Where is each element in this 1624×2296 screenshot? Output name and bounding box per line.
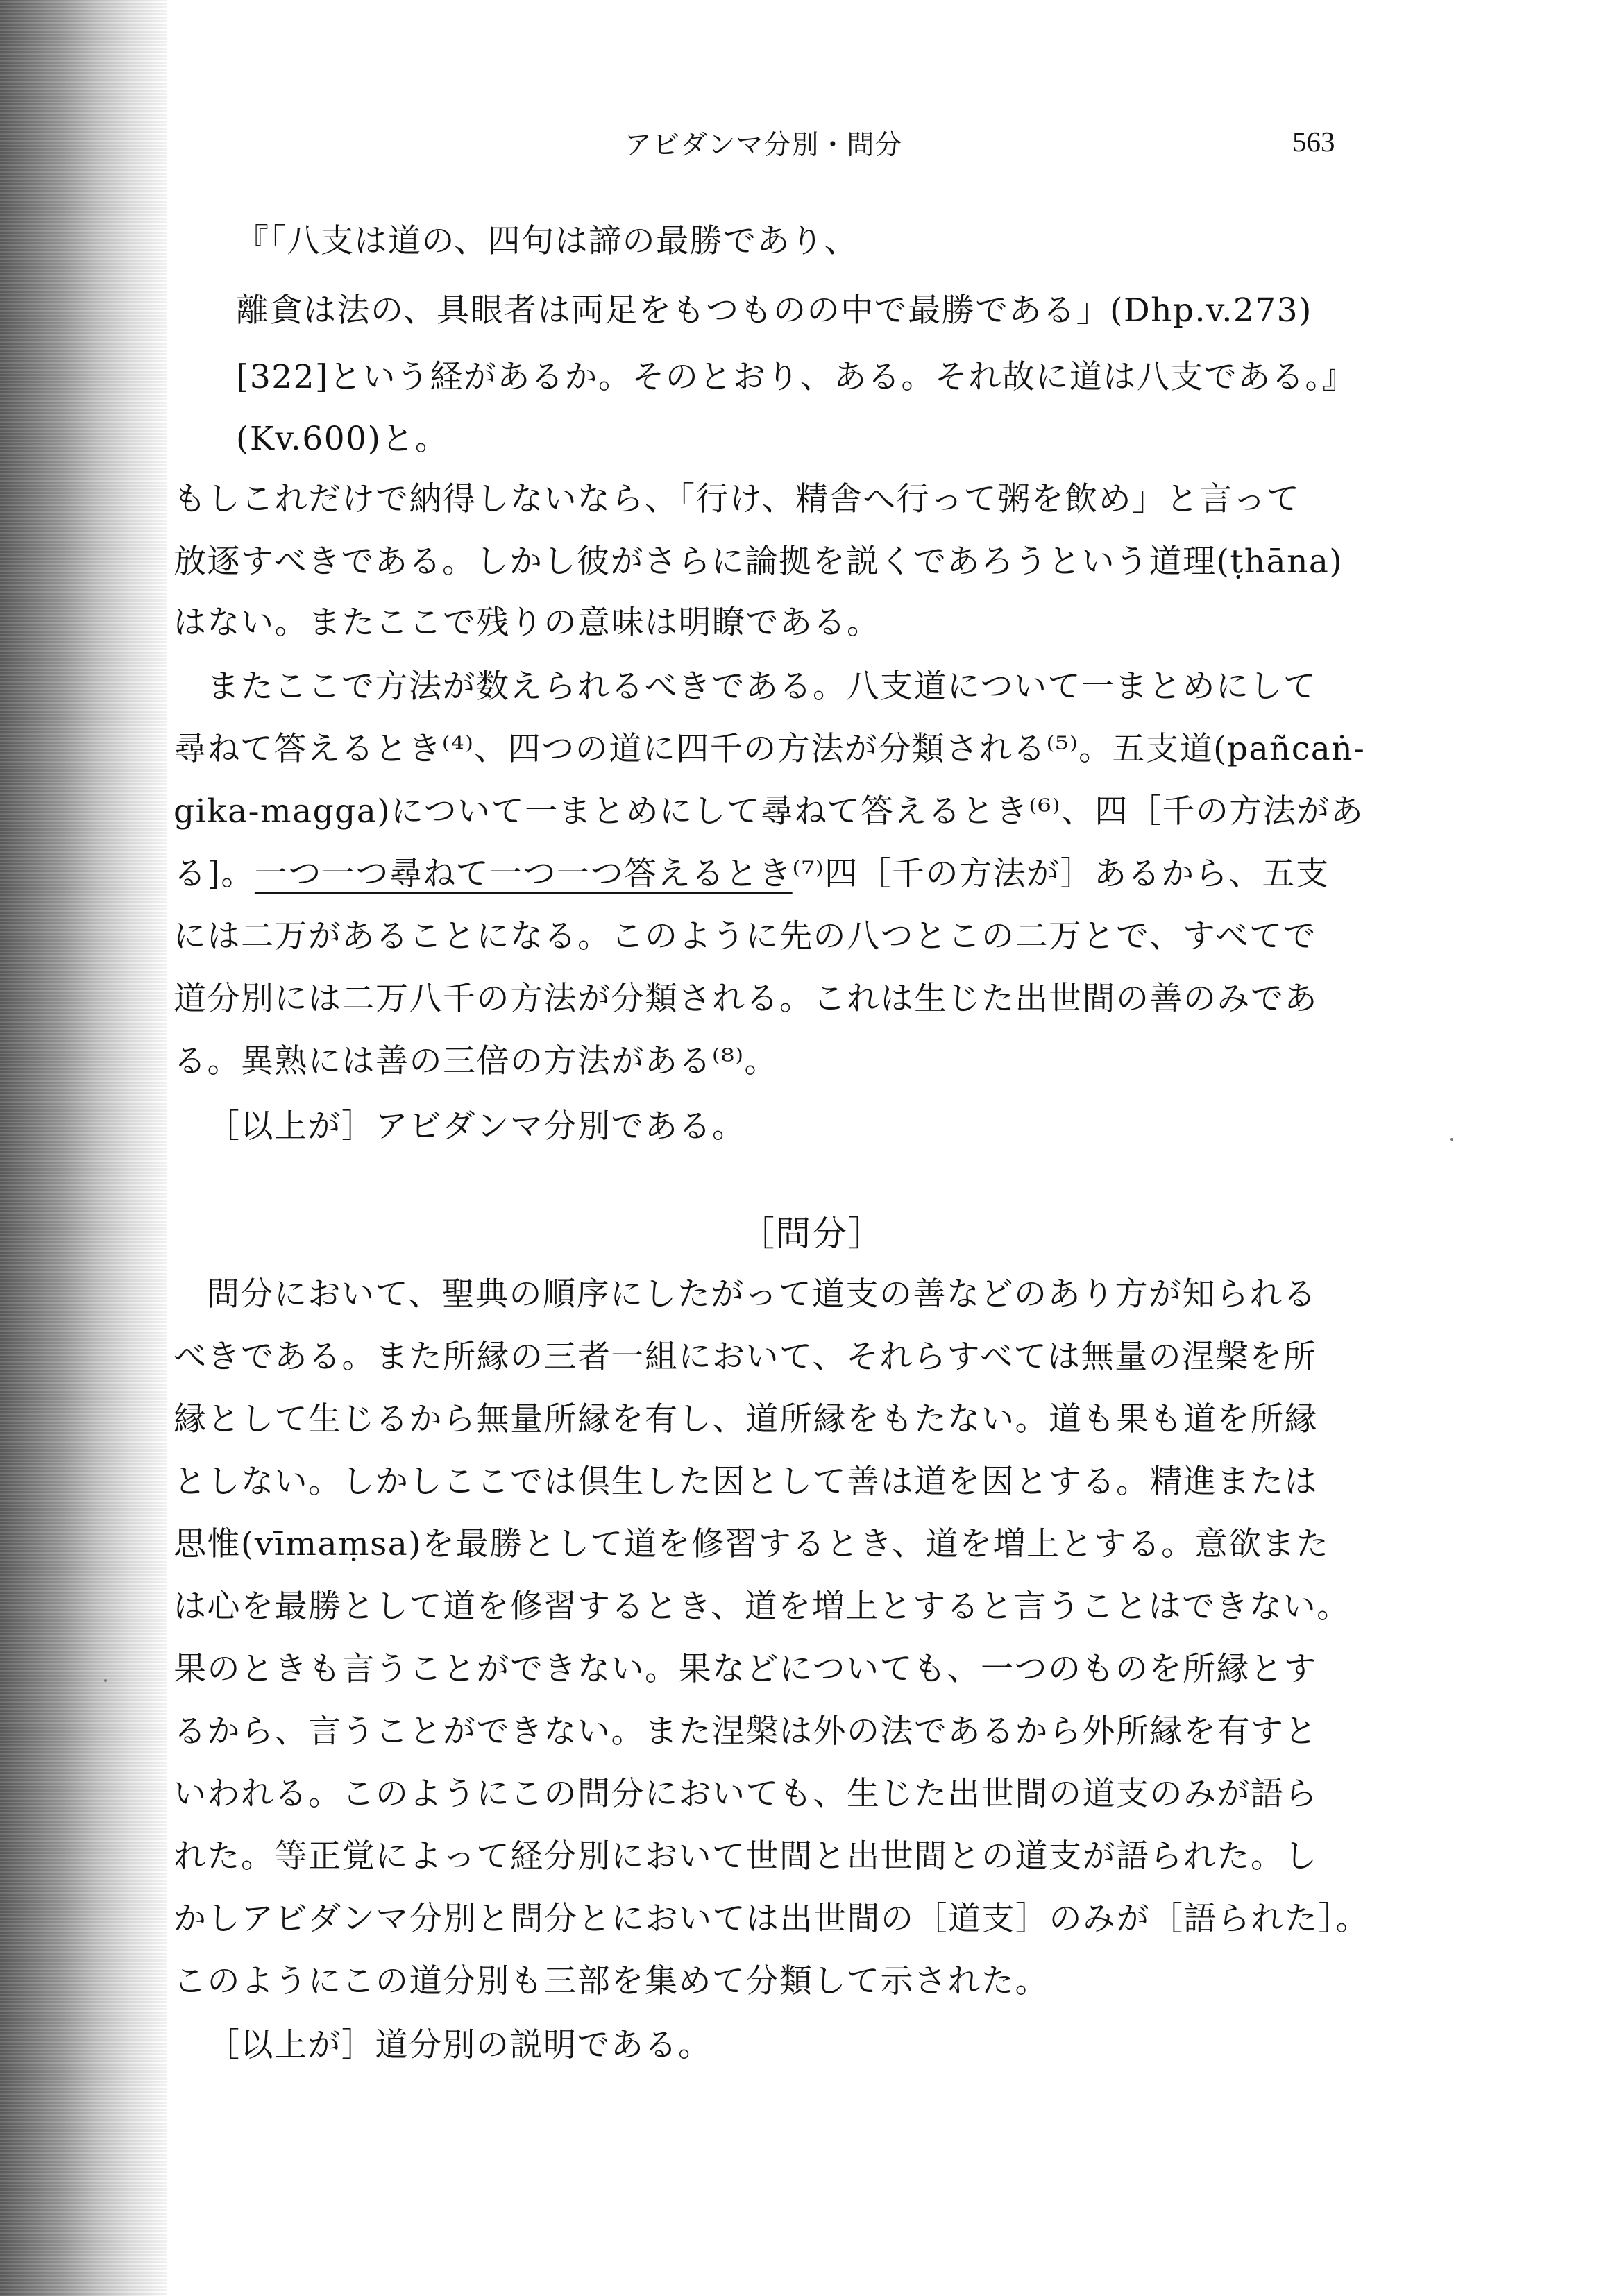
body-line: は心を最勝として道を修習するとき、道を増上とすると言うことはできない。 xyxy=(174,1588,1351,1626)
body-line: る。異熟には善の三倍の方法がある⁽⁸⁾。 xyxy=(174,1042,778,1080)
body-line: またここで方法が数えられるべきである。八支道について一まとめにして xyxy=(207,667,1317,706)
page-number: 563 xyxy=(1292,126,1335,158)
quote-line: 『「八支は道の、四句は諦の最勝であり、 xyxy=(236,222,858,260)
body-line: 問分において、聖典の順序にしたがって道支の善などのあり方が知られる xyxy=(207,1275,1317,1313)
body-line: 放逐すべきである。しかし彼がさらに論拠を説くであろうという道理(ṭhāna) xyxy=(174,543,1344,581)
body-line: れた。等正覚によって経分別において世間と出世間との道支が語られた。し xyxy=(174,1837,1318,1876)
section-closing: ［以上が］道分別の説明である。 xyxy=(207,2026,712,2064)
section-closing: ［以上が］アビダンマ分別である。 xyxy=(207,1107,746,1146)
body-line: もしこれだけで納得しないなら、「行け、精舎へ行って粥を飲め」と言って xyxy=(174,480,1301,518)
quote-line: [322]という経があるか。そのとおり、ある。それ故に道は八支である。』 xyxy=(236,358,1356,396)
underlined-phrase: 一つ一つ尋ねて一つ一つ答えるとき xyxy=(254,855,793,893)
scan-edge-shadow xyxy=(0,0,167,2296)
body-line: 尋ねて答えるとき⁽⁴⁾、四つの道に四千の方法が分類される⁽⁵⁾。五支道(pañcaṅ- xyxy=(174,730,1366,768)
body-line: はない。またここで残りの意味は明瞭である。 xyxy=(174,604,881,642)
body-line: 果のときも言うことができない。果などについても、一つのものを所縁とす xyxy=(174,1650,1318,1688)
body-line: いわれる。このようにこの問分においても、生じた出世間の道支のみが語ら xyxy=(174,1775,1318,1813)
body-line: としない。しかしここでは倶生した因として善は道を因とする。精進または xyxy=(174,1463,1318,1501)
text-segment: る]。 xyxy=(174,855,255,893)
body-line: べきである。また所縁の三者一組において、それらすべては無量の涅槃を所 xyxy=(174,1338,1317,1376)
section-heading: ［問分］ xyxy=(740,1214,884,1254)
body-line: 道分別には二万八千の方法が分類される。これは生じた出世間の善のみであ xyxy=(174,980,1318,1018)
running-header xyxy=(0,124,1624,165)
quote-line: (Kv.600)と。 xyxy=(236,420,449,458)
body-line: gika-magga)について一まとめにして尋ねて答えるとき⁽⁶⁾、四［千の方法があ xyxy=(174,792,1364,831)
text-segment: ⁽⁷⁾四［千の方法が］あるから、五支 xyxy=(792,855,1330,893)
body-line: かしアビダンマ分別と問分とにおいては出世間の［道支］のみが［語られた］。 xyxy=(174,1900,1369,1938)
body-line: このようにこの道分別も三部を集めて分類して示された。 xyxy=(174,1962,1049,2000)
body-line: るから、言うことができない。また涅槃は外の法であるから外所縁を有すと xyxy=(174,1712,1318,1751)
running-title: アビダンマ分別・問分 xyxy=(625,130,903,161)
body-line-underlined xyxy=(174,853,1330,895)
scan-speck xyxy=(1450,1138,1453,1141)
quote-line: 離貪は法の、具眼者は両足をもつものの中で最勝である」(Dhp.v.273) xyxy=(236,291,1312,330)
body-line: 思惟(vīmaṃsa)を最勝として道を修習するとき、道を増上とする。意欲また xyxy=(174,1525,1330,1563)
body-line: には二万があることになる。このように先の八つとこの二万とで、すべてで xyxy=(174,917,1317,955)
body-line: 縁として生じるから無量所縁を有し、道所縁をもたない。道も果も道を所縁 xyxy=(174,1400,1318,1438)
scan-speck xyxy=(104,1679,107,1682)
